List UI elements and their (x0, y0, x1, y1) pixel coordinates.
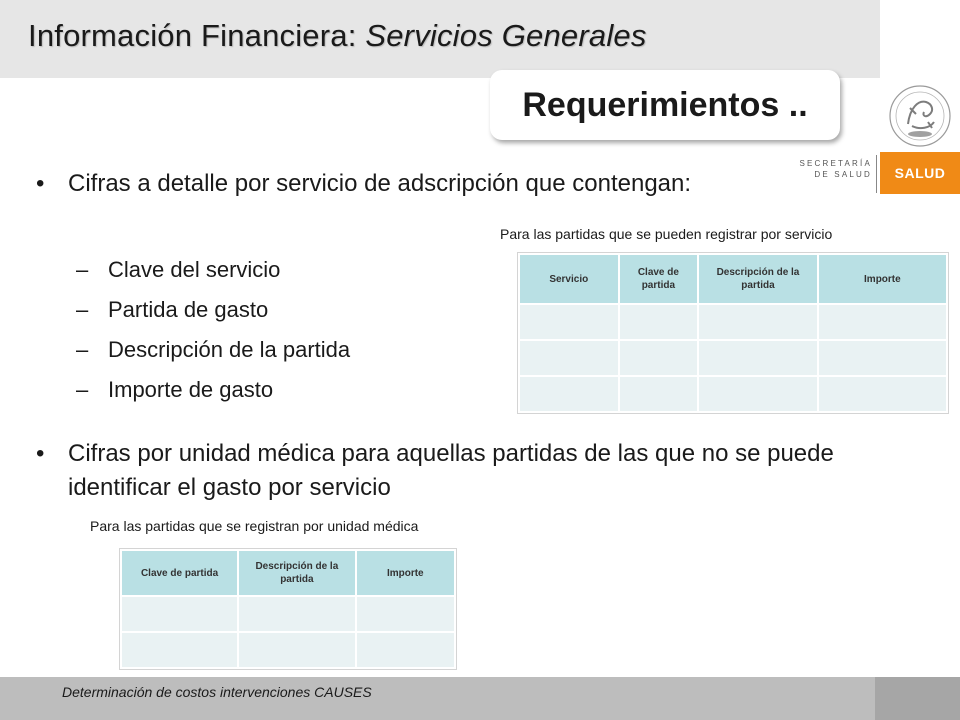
section-title: Requerimientos .. (522, 85, 808, 124)
table-unidad-caption: Para las partidas que se registran por unidad médica (90, 518, 419, 534)
table-cell (818, 304, 947, 340)
table-row (519, 340, 947, 376)
column-header: Importe (356, 550, 455, 596)
table-row (121, 596, 455, 632)
bullet-item-2 (36, 437, 866, 505)
secretaria-text: SECRETARÍA (799, 159, 872, 168)
table-row (519, 304, 947, 340)
sub-item-text: Descripción de la partida (108, 337, 351, 362)
sub-item (76, 290, 350, 330)
table-cell (519, 376, 619, 412)
sub-item (76, 330, 350, 370)
page-title (28, 18, 647, 54)
table-cell (356, 632, 455, 668)
table-row (519, 376, 947, 412)
sub-item-text: Clave del servicio (108, 257, 281, 282)
logo-divider (876, 155, 877, 193)
table-cell (818, 340, 947, 376)
bullet-text-2: Cifras por unidad médica para aquellas partidas de las que no se puede identificar el gasto por servicio (68, 440, 834, 501)
table-cell (698, 340, 818, 376)
table-cell (619, 376, 699, 412)
dash: – (76, 377, 89, 402)
table-cell (698, 376, 818, 412)
sub-item (76, 250, 350, 290)
column-header: Servicio (519, 254, 619, 304)
mexican-coat-of-arms-icon (880, 78, 960, 152)
bullet-dot: • (36, 170, 45, 197)
dash: – (76, 257, 89, 282)
dash: – (76, 297, 89, 322)
column-header: Clave de partida (619, 254, 699, 304)
table-cell (121, 596, 238, 632)
dash: – (76, 337, 89, 362)
table-servicio (518, 253, 948, 413)
footer-text: Determinación de costos intervenciones CAUSES (62, 684, 372, 700)
footer-corner (875, 677, 960, 720)
table-cell (818, 376, 947, 412)
bullet-item-1 (36, 167, 756, 201)
de-salud-text: DE SALUD (814, 170, 872, 179)
table-cell (519, 304, 619, 340)
sub-item-text: Partida de gasto (108, 297, 269, 322)
section-title-box (490, 70, 840, 140)
table-unidad (120, 549, 456, 669)
column-header: Descripción de la partida (698, 254, 818, 304)
column-header: Descripción de la partida (238, 550, 355, 596)
table-cell (619, 340, 699, 376)
page-title-italic: Servicios Generales (365, 18, 647, 53)
column-header: Clave de partida (121, 550, 238, 596)
sub-item-text: Importe de gasto (108, 377, 274, 402)
bullet-text-1: Cifras a detalle por servicio de adscripción que contengan: (68, 170, 692, 197)
table-cell (238, 596, 355, 632)
table-cell (619, 304, 699, 340)
table-cell (698, 304, 818, 340)
table-cell (519, 340, 619, 376)
table-cell (238, 632, 355, 668)
secretaria-label (790, 158, 872, 180)
table-cell (121, 632, 238, 668)
table-cell (356, 596, 455, 632)
sub-list (76, 250, 350, 410)
sub-item (76, 370, 350, 410)
column-header: Importe (818, 254, 947, 304)
table-row (121, 632, 455, 668)
bullet-dot: • (36, 440, 45, 467)
table-servicio-caption: Para las partidas que se pueden registrar por servicio (500, 226, 833, 242)
page-title-main: Información Financiera: (28, 18, 357, 53)
salud-badge: SALUD (880, 152, 960, 194)
